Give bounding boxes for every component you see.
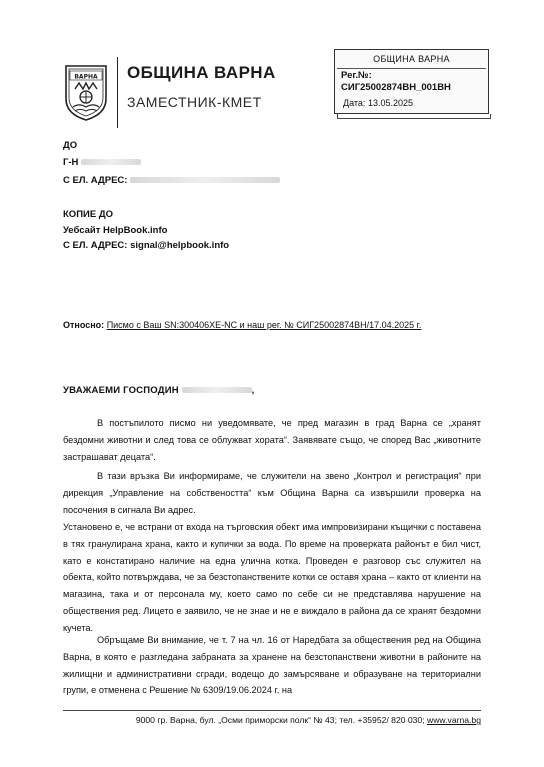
crest-caption: ВАРНА xyxy=(74,73,98,81)
footer-divider xyxy=(63,710,481,711)
header-divider xyxy=(117,57,118,128)
stamp-divider xyxy=(337,68,486,69)
footer-website-link[interactable]: www.varna.bg xyxy=(427,715,481,725)
copy-email: С ЕЛ. АДРЕС: signal@helpbook.info xyxy=(63,240,230,251)
salutation xyxy=(63,385,254,396)
registration-stamp xyxy=(334,49,489,114)
stamp-org: ОБЩИНА ВАРНА xyxy=(373,54,450,64)
footer xyxy=(63,715,481,725)
recipient-name-line xyxy=(63,157,141,168)
org-name: ОБЩИНА ВАРНА xyxy=(127,63,276,82)
body-paragraph-2: В тази връзка Ви информираме, че служители на звено „Контрол и регистрация“ при дирекция „Управление на собствеността“ към Община Варна са извършили проверка на посочения в сигнала Ви адрес. xyxy=(63,471,481,515)
reference-label: Относно: xyxy=(63,320,105,330)
reference-line xyxy=(63,320,421,330)
stamp-reg-number xyxy=(341,70,451,94)
stamp-date-value: 13.05.2025 xyxy=(367,98,413,108)
redacted-name xyxy=(81,159,141,165)
footer-address: 9000 гр. Варна, бул. „Осми приморски полк“ № 43; тел. +35952/ 820 030; xyxy=(135,715,425,725)
body-paragraph-4: Обръщаме Ви внимание, че т. 7 на чл. 16 от Наредбата за обществения ред на Община Варна, в която е разгледана забраната за хранене на безстопанствени животни в районите на жилищни и административни сгради, водещо до замърсяване и образуване на териториални групи, е отменена с Решение № 6309/19.06.2024 г. на xyxy=(63,635,481,696)
recipient-email-label: С ЕЛ. АДРЕС: xyxy=(63,175,128,186)
recipient-email-line xyxy=(63,175,280,186)
stamp-date-label: Дата: xyxy=(343,98,366,108)
stamp-reg-value: СИГ25002874ВН_001ВН xyxy=(341,82,451,93)
varna-crest-icon xyxy=(63,63,109,121)
redacted-email xyxy=(130,177,280,183)
copy-site: Уебсайт HelpBook.info xyxy=(63,225,168,236)
recipient-name-prefix: Г-Н xyxy=(63,157,79,168)
stamp-shadow xyxy=(337,114,491,119)
recipient-to: ДО xyxy=(63,140,78,151)
redacted-surname xyxy=(182,387,252,393)
body-paragraph-3: Установено е, че встрани от входа на търговския обект има импровизирани къщички с поставена в тях гранулирана храна, както и купички за вода. По време на проверката районът е бил чист, като е констатирано наличие на една улична котка. Проведен е разговор със служител на обекта, който потвърждава, че за безстопанствените котки се оставя храна – както от клиенти на магазина, така и от персонала му, което само по себе си не представлява нарушение на обществения ред. Лицето е заявило, че не знае и не е виждало в района да се хранят бездомни кучета. xyxy=(63,522,481,633)
salutation-comma: , xyxy=(251,385,255,396)
salutation-text: УВАЖАЕМИ ГОСПОДИН xyxy=(63,385,179,396)
stamp-date xyxy=(343,98,413,108)
body-paragraph-1: В постъпилото писмо ни уведомявате, че пред магазин в град Варна се „хранят бездомни животни и след това се облужват хората“. Заявявате също, че според Вас „животните застрашават децата“. xyxy=(63,418,481,462)
stamp-reg-label: Рег.№: xyxy=(341,70,372,81)
org-subtitle: ЗАМЕСТНИК-КМЕТ xyxy=(127,94,262,110)
reference-text: Писмо с Ваш SN:300406XE-NC и наш рег. № СИГ25002874ВН/17.04.2025 г. xyxy=(106,320,422,330)
copy-title: КОПИЕ ДО xyxy=(63,209,113,220)
